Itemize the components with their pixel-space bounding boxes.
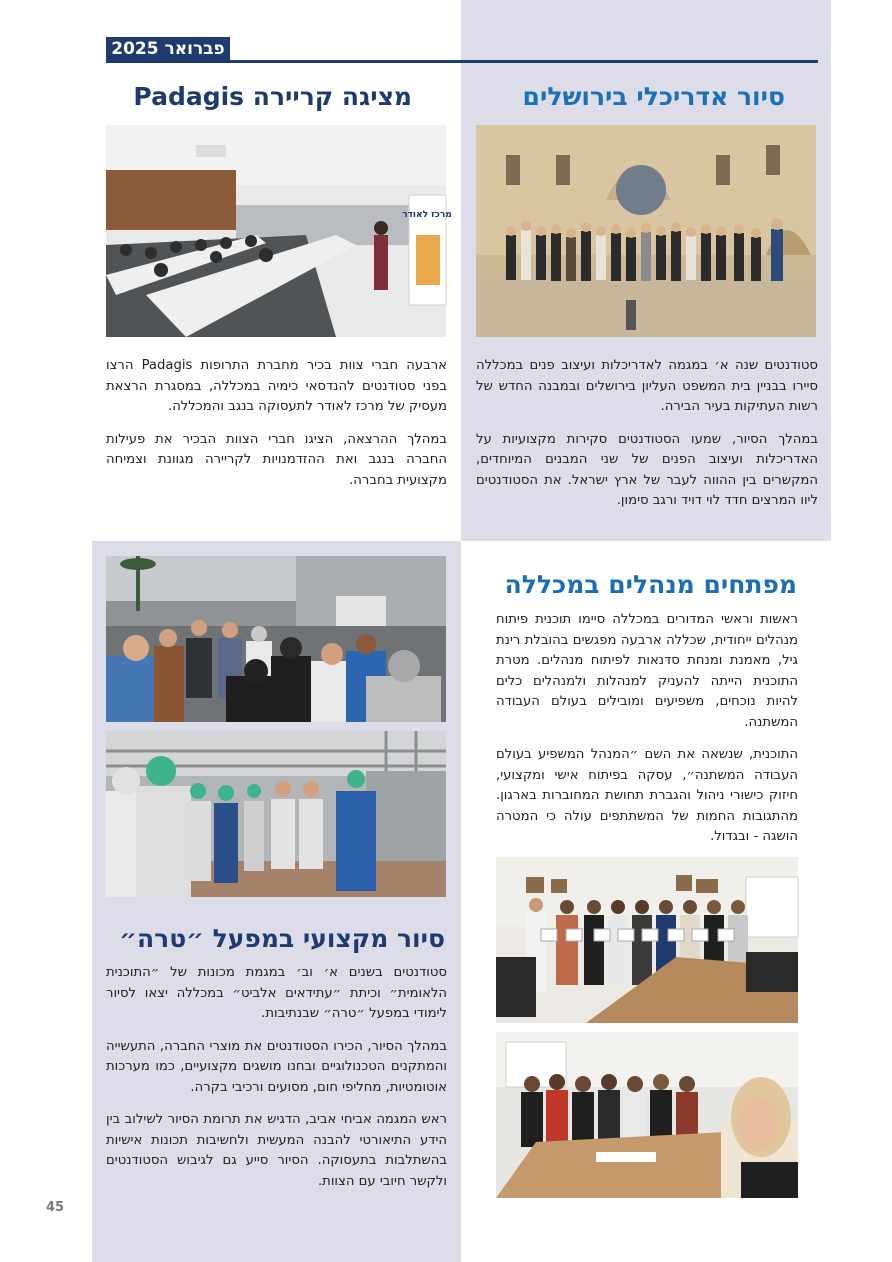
- jerusalem-paragraph-1: סטודנטים שנה א׳ במגמה לאדריכלות ועיצוב פנים במכללה סיירו בבניין בית המשפט העליון בירושלים ובמבנה החדש של רשות העתיקות בעיר הבירה.: [476, 358, 818, 414]
- jerusalem-tour-text: [476, 356, 818, 524]
- tera-paragraph-1: סטודנטים בשנים א׳ וב׳ במגמת מכונות של ״התוכנית הלאומית״ וכיתת ״עתידאים אלביט״ במכללה יצאו לסיור לימודי במפעל ״טרה״ שבנתיבות.: [106, 965, 447, 1021]
- poster-text: מרכז לאודר: [402, 210, 452, 220]
- padagis-text: [106, 356, 447, 503]
- padagis-title: Padagis מציגה קריירה: [133, 82, 412, 111]
- managers-text: [496, 610, 798, 860]
- tera-paragraph-2: במהלך הסיור, הכירו הסטודנטים את מוצרי החברה, התעשייה והמתקנים הטכנולוגיים ובחנו מושגים מקצועיים, כמו מערכות אוטומטיות, מחליפי חום, מסועים ורכיבי בקרה.: [106, 1038, 447, 1095]
- jerusalem-tour-title: סיור אדריכלי בירושלים: [522, 82, 785, 111]
- jerusalem-group-photo: [476, 125, 816, 337]
- padagis-lecture-photo: [106, 125, 452, 337]
- tera-text: [106, 963, 447, 1204]
- tera-title: סיור מקצועי במפעל ״טרה״: [119, 924, 445, 953]
- managers-title: מפתחים מנהלים במכללה: [504, 570, 797, 599]
- managers-certificates-photo: [496, 857, 798, 1023]
- padagis-paragraph-2: במהלך ההרצאה, הציגו חברי הצוות הבכיר את פעילות החברה בנגב ואת ההזדמנויות לקריירה מגוונת וצמיחה מקצועית בחברה.: [106, 431, 447, 488]
- managers-paragraph-2: התוכנית, שנשאה את השם ״המנהל המשפיע בעולם העבודה המשתנה״, עסקה בפיתוח אישי ומקצועי, חיזוק כישורי ניהול והגברת תחושת המחוברות בארגון. מהתגובות החמות של המשתתפים עולה כי המטרה הושגה - ובגדול.: [496, 747, 798, 844]
- managers-paragraph-1: ראשות וראשי המדורים במכללה סיימו תוכנית פיתוח מנהלים ייחודית, שכללה ארבעה מפגשים בהובלת רינת גיל, מאמנת ומנחת סדנאות לפיתוח מנהלים. מטרת התוכנית הייתה להעניק למנהלות ולמנהלים כלים להיות נוכחים, משפיעים ומובילים בעולם העבודה המשתנה.: [496, 612, 798, 730]
- padagis-paragraph-1: ארבעה חברי צוות בכיר מחברת התרופות Padagis הרצו בפני סטודנטים להנדסאי כימיה במכללה, במסגרת הרצאת מעסיק של מרכז לאודר לתעסוקה בנגב והמכללה.: [106, 358, 447, 414]
- tera-outdoor-photo: [106, 556, 446, 722]
- tera-factory-photo: [106, 731, 446, 897]
- managers-selfie-photo: [496, 1032, 798, 1198]
- issue-date-badge: פברואר 2025: [106, 37, 230, 62]
- tera-paragraph-3: ראש המגמה אביחי אביב, הדגיש את תרומת הסיור לשילוב בין הידע התיאורטי להבנה המעשית ולחשיבות תכונות אישיות בהשתלבות בתעסוקה. הסיור סייע גם לגיבוש הסטודנטים ולקשר חיובי עם הצוות.: [106, 1112, 447, 1189]
- page-number: 45: [46, 1200, 65, 1215]
- jerusalem-paragraph-2: במהלך הסיור, שמעו הסטודנטים סקירות מקצועיות על האדריכלות ועיצוב הפנים של שני המבנים המיוחדים, המקשרים בין ההווה לעבר של ארץ ישראל. את הסטודנטים ליוו המרצים חדד לוי דויד ורגב סימון.: [476, 431, 818, 508]
